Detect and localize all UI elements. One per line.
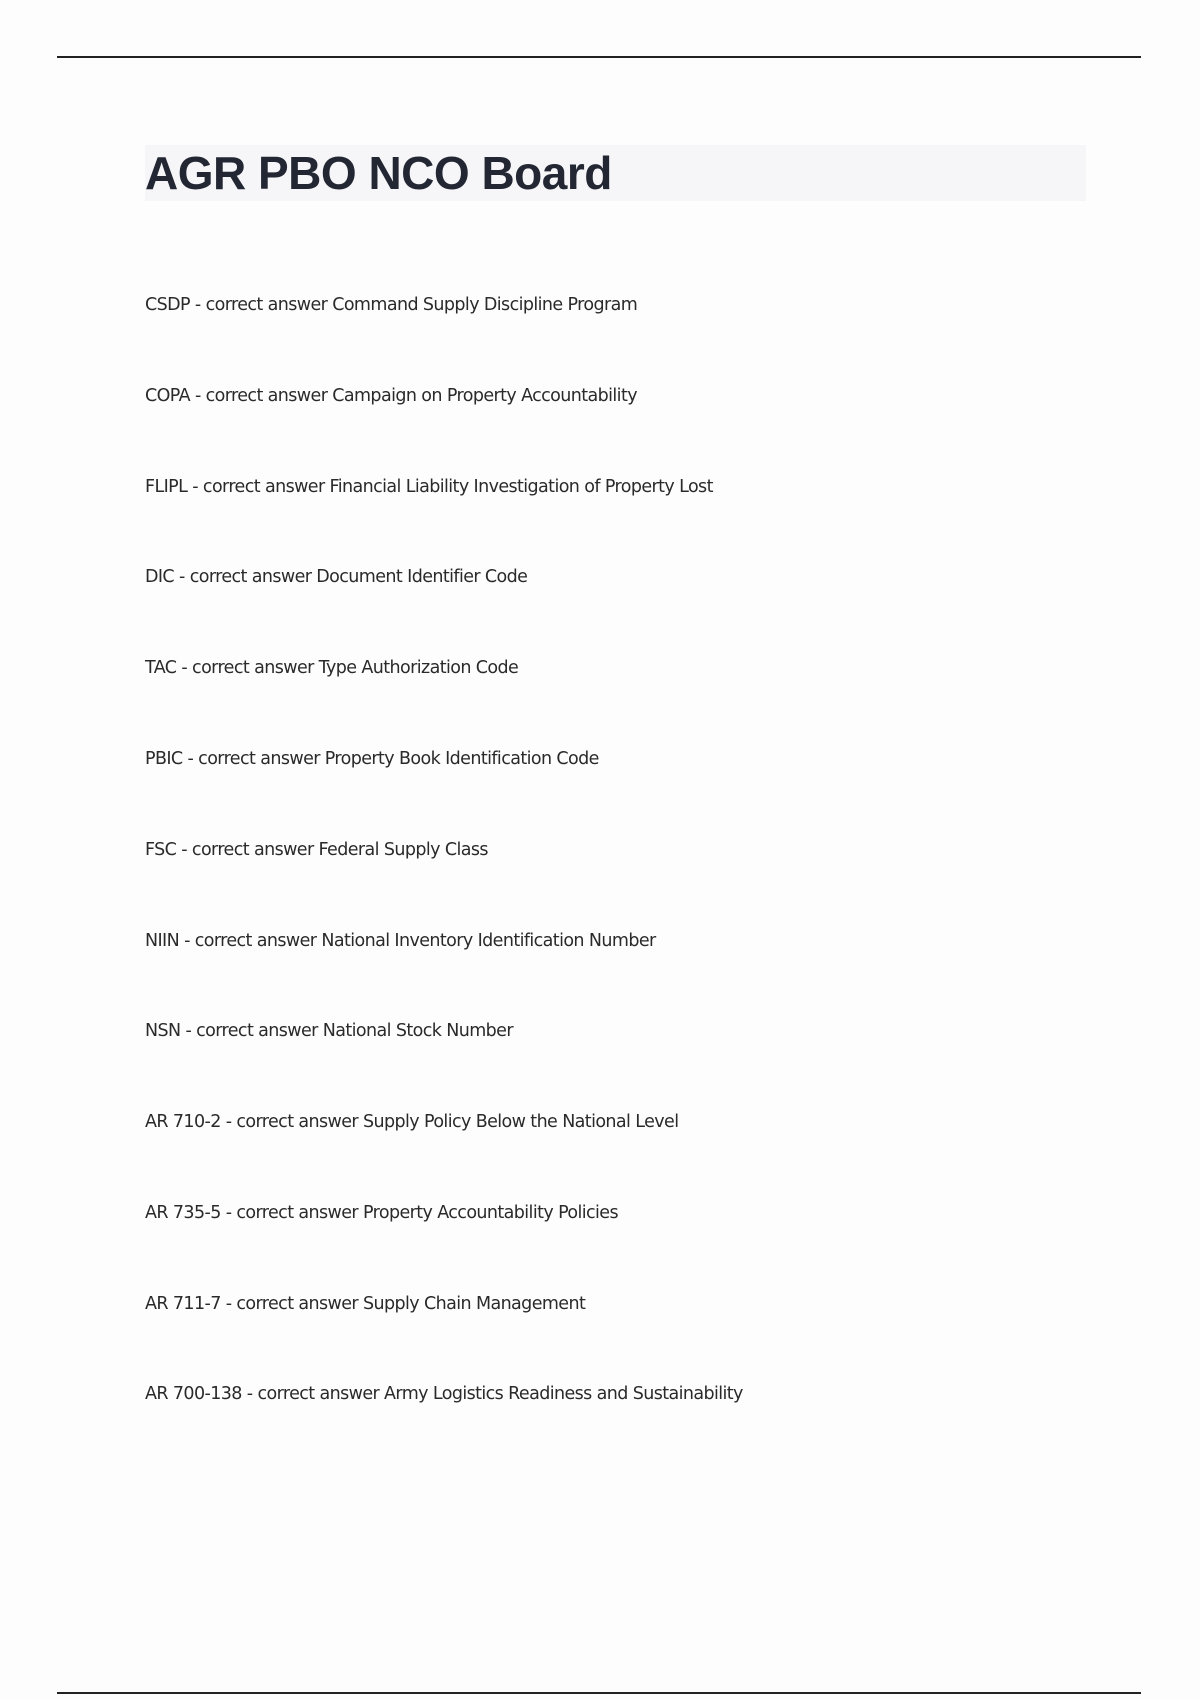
list-item: AR 700-138 - correct answer Army Logistics Readiness and Sustainability bbox=[145, 1384, 743, 1404]
list-item: FSC - correct answer Federal Supply Class bbox=[145, 840, 488, 860]
page-title: AGR PBO NCO Board bbox=[145, 147, 612, 199]
list-item: FLIPL - correct answer Financial Liability Investigation of Property Lost bbox=[145, 477, 713, 497]
list-item: NIIN - correct answer National Inventory Identification Number bbox=[145, 931, 656, 951]
list-item: NSN - correct answer National Stock Number bbox=[145, 1021, 513, 1041]
list-item: TAC - correct answer Type Authorization Code bbox=[145, 658, 519, 678]
list-item: COPA - correct answer Campaign on Property Accountability bbox=[145, 386, 637, 406]
top-divider bbox=[57, 56, 1141, 58]
list-item: AR 735-5 - correct answer Property Accountability Policies bbox=[145, 1203, 618, 1223]
list-item: AR 711-7 - correct answer Supply Chain Management bbox=[145, 1294, 586, 1314]
bottom-divider bbox=[57, 1692, 1141, 1694]
list-item: CSDP - correct answer Command Supply Discipline Program bbox=[145, 295, 638, 315]
list-item: PBIC - correct answer Property Book Identification Code bbox=[145, 749, 599, 769]
list-item: DIC - correct answer Document Identifier Code bbox=[145, 567, 528, 587]
list-item: AR 710-2 - correct answer Supply Policy Below the National Level bbox=[145, 1112, 679, 1132]
